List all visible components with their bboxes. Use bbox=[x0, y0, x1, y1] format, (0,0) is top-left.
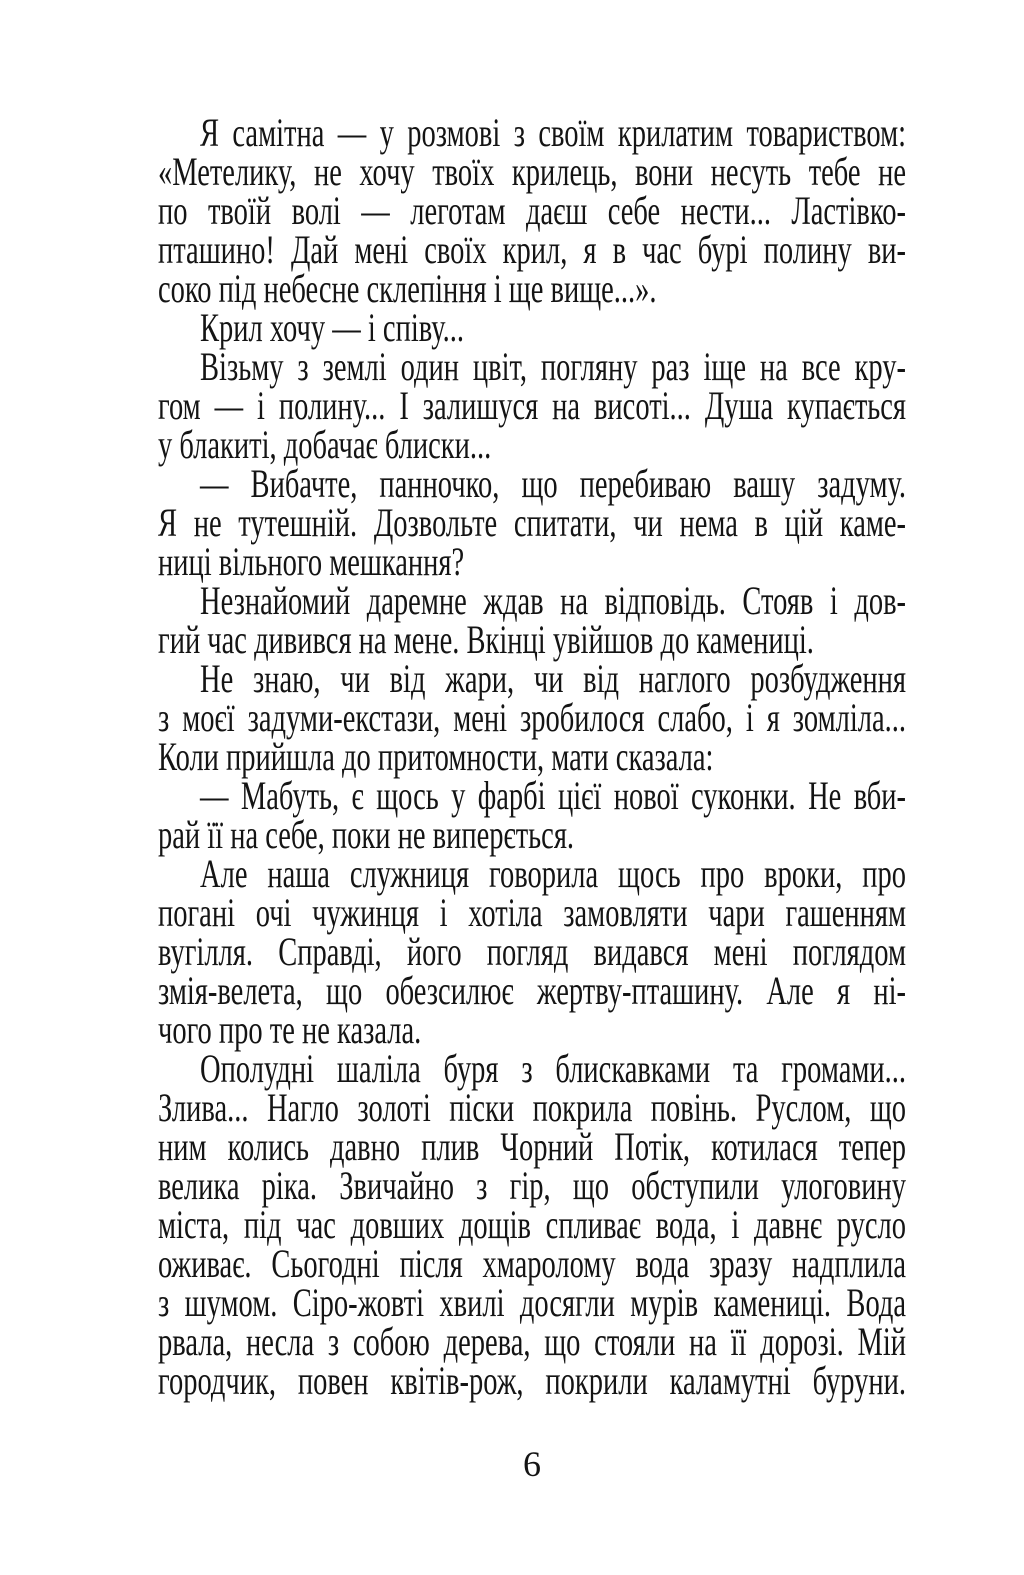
text-line: Але наша служниця говорила щось про вроки, про bbox=[200, 851, 907, 896]
text-line: погані очі чужинця і хотіла замовляти чари гашенням bbox=[158, 890, 907, 935]
paragraph bbox=[158, 110, 907, 311]
text-line: — Мабуть, є щось у фарбі цієї нової суконки. Не вби- bbox=[200, 773, 907, 818]
text-line: Не знаю, чи від жари, чи від наглого розбудження bbox=[200, 656, 907, 701]
paragraph bbox=[158, 305, 906, 350]
text-line: Крил хочу — і співу... bbox=[200, 305, 464, 350]
text-line: з шумом. Сіро-жовті хвилі досягли мурів камениці. Вода bbox=[158, 1280, 907, 1325]
text-line: ниці вільного мешкання? bbox=[158, 539, 465, 584]
text-line: змія-велета, що обезсилює жертву-пташину. Але я ні- bbox=[158, 968, 907, 1013]
text-line: Я самітна — у розмові з своїм крилатим товариством: bbox=[200, 110, 907, 155]
text-line: велика ріка. Звичайно з гір, що обступили улоговину bbox=[158, 1163, 907, 1208]
text-line: ним колись давно плив Чорний Потік, котилася тепер bbox=[158, 1124, 907, 1169]
text-line: Візьму з землі один цвіт, погляну раз іще на все кру- bbox=[200, 344, 907, 389]
paragraph bbox=[158, 461, 907, 584]
paragraph bbox=[158, 1046, 907, 1403]
text-line: гом — і полину... І залишуся на висоті... Душа купається bbox=[158, 383, 907, 428]
text-block bbox=[158, 110, 907, 1403]
paragraph bbox=[158, 344, 907, 467]
paragraph bbox=[158, 578, 907, 662]
text-line: Злива... Нагло золоті піски покрила повінь. Руслом, що bbox=[158, 1085, 907, 1130]
text-line: гий час дивився на мене. Вкінці увійшов до камениці. bbox=[158, 617, 814, 662]
text-line: у блакиті, добачає блиски... bbox=[158, 422, 492, 467]
text-line: Незнайомий даремне ждав на відповідь. Стояв і дов- bbox=[200, 578, 907, 623]
paragraph bbox=[158, 851, 907, 1052]
text-line: городчик, повен квітів-рож, покрили каламутні буруни. bbox=[158, 1358, 907, 1403]
page-number: 6 bbox=[523, 1444, 541, 1484]
text-line: — Вибачте, панночко, що перебиваю вашу задуму. bbox=[200, 461, 907, 506]
paragraph bbox=[158, 656, 907, 779]
text-line: міста, під час довших дощів спливає вода, і давнє русло bbox=[158, 1202, 907, 1247]
text-line: соко під небесне склепіння і ще вище...». bbox=[158, 266, 657, 311]
text-line: чого про те не казала. bbox=[158, 1007, 422, 1052]
text-line: з моєї задуми-екстази, мені зробилося слабо, і я зомліла... bbox=[158, 695, 907, 740]
text-line: Коли прийшла до притомности, мати сказала: bbox=[158, 734, 714, 779]
text-line: оживає. Сьогодні після хмаролому вода зразу надплила bbox=[158, 1241, 907, 1286]
paragraph bbox=[158, 773, 907, 857]
text-line: пташино! Дай мені своїх крил, я в час бурі полину ви- bbox=[158, 227, 907, 272]
text-line: рай її на себе, поки не виперється. bbox=[158, 812, 575, 857]
text-line: Ополудні шаліла буря з блискавками та громами... bbox=[200, 1046, 907, 1091]
text-line: по твоїй волі — леготам даєш себе нести... Ластівко- bbox=[158, 188, 907, 233]
text-line: «Метелику, не хочу твоїх крилець, вони несуть тебе не bbox=[158, 149, 907, 194]
text-line: Я не тутешній. Дозвольте спитати, чи нема в цій каме- bbox=[158, 500, 907, 545]
text-line: рвала, несла з собою дерева, що стояли на її дорозі. Мій bbox=[158, 1319, 907, 1364]
text-line: вугілля. Справді, його погляд видався мені поглядом bbox=[158, 929, 907, 974]
